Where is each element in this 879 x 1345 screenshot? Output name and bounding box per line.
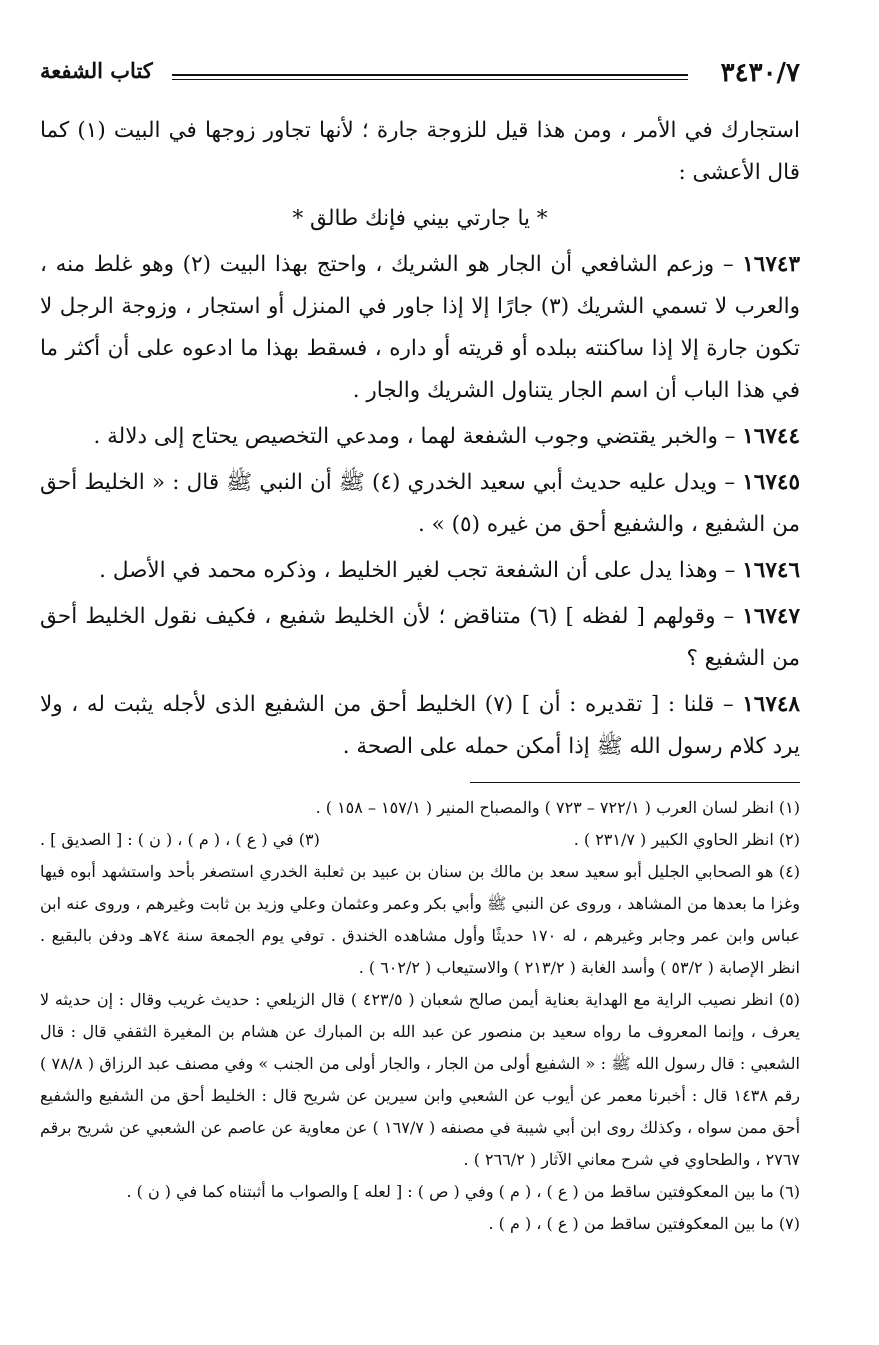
paragraph <box>40 684 800 768</box>
intro-paragraph: استجارك في الأمر ، ومن هذا قيل للزوجة جارة ؛ لأنها تجاور زوجها في البيت (١) كما قال الأعشى : <box>40 118 800 185</box>
paragraph-text: – وقولهم [ لفظه ] (٦) متناقض ؛ لأن الخليط شفيع ، فكيف نقول الخليط أحق من الشفيع ؟ <box>40 604 800 671</box>
footnote-row <box>40 824 800 856</box>
footnote-5: (٥) انظر نصيب الراية مع الهداية بعناية أيمن صالح شعبان ( ٤٢٣/٥ ) قال الزيلعي : حديث غريب وقال : إن حديثه لا يعرف ، وإنما المعروف ما رواه سعيد بن منصور عن عبد الله بن المبارك عن هشام بن المغيرة الثقفي قال : قال الشعبي : قال رسول الله ﷺ : « الشفيع أولى من الجار ، والجار أولى من الجنب » وفي مصنف عبد الرزاق ( ٧٨/٨ ) رقم ١٤٣٨ قال : أخبرنا معمر عن أيوب عن الشعبي وابن سيرين عن شريح قال : الخليط أحق من الشفيع والشفيع أحق ممن سواه ، وكذلك روى ابن أبي شيبة في مصنفه ( ١٦٧/٧ ) عن معاوية عن عاصم عن الشعبي عن شريح برقم ٢٧٦٧ ، والطحاوي في شرح معاني الآثار ( ٢٦٦/٢ ) . <box>40 990 801 1169</box>
paragraph-number: ١٦٧٤٥ <box>742 470 800 495</box>
footnotes <box>40 792 800 1240</box>
paragraph <box>40 596 800 680</box>
paragraph <box>40 416 800 458</box>
paragraph-number: ١٦٧٤٦ <box>742 558 800 583</box>
verse-line: * يا جارتي بيني فإنك طالق * <box>292 206 548 231</box>
paragraph-text: – قلنا : [ تقديره : أن ] (٧) الخليط أحق من الشفيع الذى لأجله يثبت له ، ولا يرد كلام رسول الله ﷺ إذا أمكن حمله على الصحة . <box>40 692 800 759</box>
paragraph <box>40 244 800 412</box>
paragraph-text: – وزعم الشافعي أن الجار هو الشريك ، واحتج بهذا البيت (٢) وهو غلط منه ، والعرب لا تسمي الشريك (٣) جارًا إلا إذا جاور في المنزل أو استجار ، وزوجة الرجل لا تكون جارة إلا إذا ساكنته ببلده أو قريته أو داره ، فسقط بهذا ما ادعوه على أن أكثر ما في هذا الباب أن اسم الجار يتناول الشريك والجار . <box>40 252 800 403</box>
header-rule <box>172 74 688 80</box>
footnote-2: (٢) انظر الحاوي الكبير ( ٢٣١/٧ ) . <box>573 830 800 849</box>
footnote-7: (٧) ما بين المعكوفتين ساقط من ( ع ) ، ( م ) . <box>488 1214 800 1233</box>
footnote-1: (١) انظر لسان العرب ( ٧٢٢/١ – ٧٢٣ ) والمصباح المنير ( ١٥٧/١ – ١٥٨ ) . <box>315 798 800 817</box>
book-title: كتاب الشفعة <box>40 58 153 83</box>
footnote-3: (٣) في ( ع ) ، ( م ) ، ( ن ) : [ الصديق ] . <box>40 830 320 849</box>
paragraph-number: ١٦٧٤٣ <box>742 252 800 277</box>
page-number: ٣٤٣٠/٧ <box>720 58 800 88</box>
paragraph-number: ١٦٧٤٧ <box>742 604 801 629</box>
footnote-separator <box>470 782 800 783</box>
paragraph <box>40 462 800 546</box>
paragraph-number: ١٦٧٤٤ <box>742 424 800 449</box>
paragraph-text: – ويدل عليه حديث أبي سعيد الخدري (٤) ﷺ أن النبي ﷺ قال : « الخليط أحق من الشفيع ، والشفيع أحق من غيره (٥) » . <box>40 470 800 537</box>
footnote-4: (٤) هو الصحابي الجليل أبو سعيد سعد بن مالك بن سنان بن عبيد بن ثعلبة الخدري استصغر بأحد واستشهد أبوه فيها وغزا ما بعدها من المشاهد ، وروى عن النبي ﷺ وأبي بكر وعمر وعثمان وعلي وزيد بن ثابت وغيرهم ، وروى عنه ابن عباس وابن عمر وجابر وغيرهم ، له ١٧٠ حديثًا وأول مشاهده الخندق . توفي يوم الجمعة سنة ٧٤هـ ودفن بالبقيع . انظر الإصابة ( ٥٣/٢ ) وأسد الغابة ( ٢١٣/٢ ) والاستيعاب ( ٦٠٢/٢ ) . <box>40 862 800 977</box>
main-text <box>40 110 800 772</box>
footnote-6: (٦) ما بين المعكوفتين ساقط من ( ع ) ، ( م ) وفي ( ص ) : [ لعله ] والصواب ما أثبتناه كما في ( ن ) . <box>126 1182 800 1201</box>
paragraph-number: ١٦٧٤٨ <box>742 692 800 717</box>
paragraph-text: – والخبر يقتضي وجوب الشفعة لهما ، ومدعي التخصيص يحتاج إلى دلالة . <box>93 424 743 449</box>
book-page <box>40 40 800 1340</box>
paragraph <box>40 550 800 592</box>
page-header <box>40 58 800 98</box>
paragraph-text: – وهذا يدل على أن الشفعة تجب لغير الخليط ، وذكره محمد في الأصل . <box>99 558 743 583</box>
